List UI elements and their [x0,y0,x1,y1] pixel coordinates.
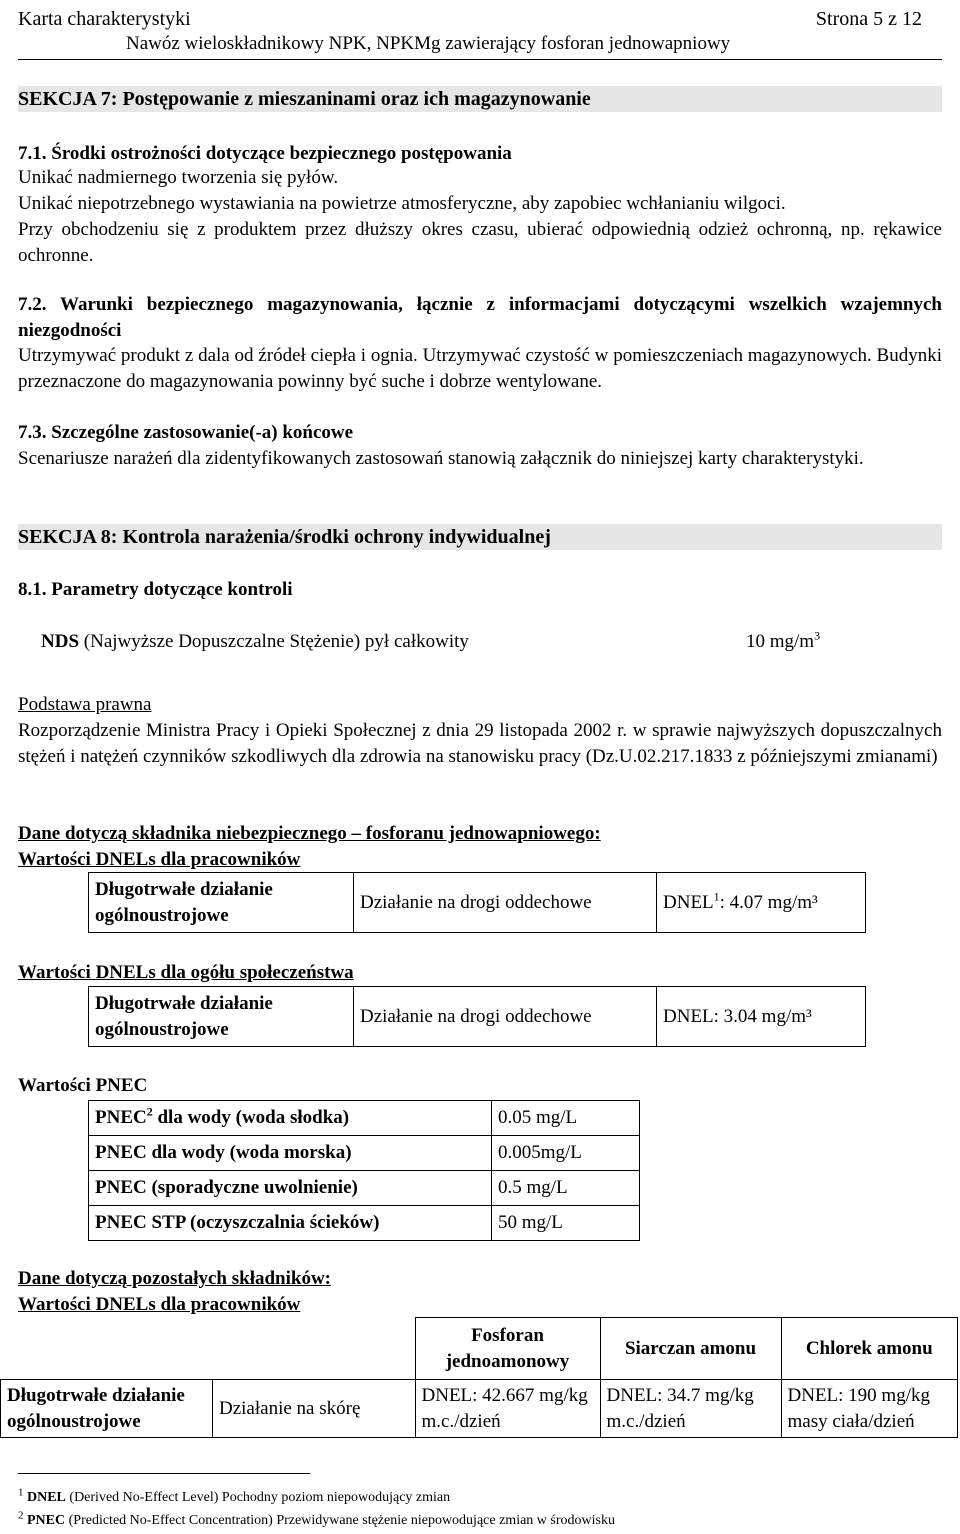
s71-line1: Unikać nadmiernego tworzenia się pyłów. [18,167,339,188]
s73-title: 7.3. Szczególne zastosowanie(-a) końcowe [18,422,354,443]
effect-cell: Długotrwałe działanie ogólnoustrojowe [89,987,354,1047]
legal-basis-text: Rozporządzenie Ministra Pracy i Opieki Społecznej z dnia 29 listopada 2002 r. w sprawie najwyższych dopuszczalnych stężeń i natężeń czynników szkodliwych dla zdrowia na stanowisku pracy (Dz.U.02.217.1833 z późniejszymi zmianami) [18,720,942,767]
s71-line2: Unikać niepotrzebnego wystawiania na powietrze atmosferyczne, aby zapobiec wchłanianiu wilgoci. [18,193,786,214]
footnote-divider [18,1473,310,1474]
table-row [89,1101,640,1136]
table-row [89,1171,640,1206]
route-cell: Działanie na drogi oddechowe [354,873,657,933]
pnec-label-cell: PNEC dla wody (woda morska) [89,1136,492,1171]
nds-text: (Najwyższe Dopuszczalne Stężenie) pył całkowity [83,631,469,652]
other-workers-dnel-heading: Wartości DNELs dla pracowników [18,1294,301,1315]
page-number: Strona 5 z 12 [815,8,922,30]
table-row [1,1380,958,1438]
section-8-heading: SEKCJA 8: Kontrola narażenia/środki ochrony indywidualnej [18,526,551,548]
dnel-cell: DNEL: 3.04 mg/m³ [657,987,866,1047]
pnec-table [88,1100,640,1241]
value-cell-3: DNEL: 190 mg/kg masy ciała/dzień [781,1380,958,1438]
section-7-heading: SEKCJA 7: Postępowanie z mieszaninami oraz ich magazynowanie [18,88,591,110]
value-cell-2: DNEL: 34.7 mg/kg m.c./dzień [600,1380,781,1438]
pnec-value-cell: 0.005mg/L [492,1136,640,1171]
s72-text: Utrzymywać produkt z dala od źródeł ciepła i ognia. Utrzymywać czystość w pomieszczeniach magazynowych. Budynki przeznaczone do magazynowania powinny być suche i dobrze wentylowane. [18,345,942,392]
table-row [89,1206,640,1241]
col-header-3: Chlorek amonu [781,1318,958,1380]
dnel-cell: DNEL$^1$: 4.07 mg/m³ [657,873,866,933]
public-dnel-heading: Wartości DNELs dla ogółu społeczeństwa [18,962,354,983]
nds-value-sup: 3 [814,628,821,643]
col-header-2: Siarczan amonu [600,1318,781,1380]
footnote-2: $^2$ PNEC (Predicted No-Effect Concentration) Przewidywane stężenie niepowodujące zmian w środowisku [18,1509,615,1528]
header-divider [18,59,942,60]
pnec-label-cell: PNEC$^2$ dla wody (woda słodka) [89,1101,492,1136]
effect-cell: Długotrwałe działanie ogólnoustrojowe [89,873,354,933]
s81-title: 8.1. Parametry dotyczące kontroli [18,579,293,600]
table-row [89,1136,640,1171]
other-components-heading: Dane dotyczą pozostałych składników: [18,1268,331,1289]
route-cell: Działanie na drogi oddechowe [354,987,657,1047]
col-header-1: Fosforan jednoamonowy [415,1318,600,1380]
workers-dnel-heading: Wartości DNELs dla pracowników [18,849,301,870]
nds-abbr: NDS [41,631,80,652]
product-name: Nawóz wieloskładnikowy NPK, NPKMg zawierający fosforan jednowapniowy [126,33,731,54]
pnec-value-cell: 0.5 mg/L [492,1171,640,1206]
footnote-1: $^1$ DNEL (Derived No-Effect Level) Pochodny poziom niepowodujący zmian [18,1486,451,1505]
route-cell: Działanie na skórę [213,1380,416,1438]
s71-title: 7.1. Środki ostrożności dotyczące bezpiecznego postępowania [18,143,512,164]
hazard-component-heading: Dane dotyczą składnika niebezpiecznego – fosforanu jednowapniowego: [18,823,601,844]
pnec-label-cell: PNEC (sporadyczne uwolnienie) [89,1171,492,1206]
table-row [89,987,866,1047]
nds-row [41,629,469,655]
nds-value: 10 $mg/m^3$ [746,628,821,652]
pnec-value-cell: 50 mg/L [492,1206,640,1241]
s73-text: Scenariusze narażeń dla zidentyfikowanych zastosowań stanowią załącznik do niniejszej karty charakterystyki. [18,448,864,469]
table-row [89,873,866,933]
pnec-label-cell: PNEC STP (oczyszczalnia ścieków) [89,1206,492,1241]
other-components-table [0,1317,958,1438]
table-row [1,1318,958,1380]
legal-basis-label: Podstawa prawna [18,694,152,715]
s71-line3: Przy obchodzeniu się z produktem przez dłuższy okres czasu, ubierać odpowiednią odzież ochronną, np. rękawice ochronne. [18,219,942,266]
effect-cell: Długotrwałe działanie ogólnoustrojowe [1,1380,213,1438]
workers-dnel-table [88,872,866,933]
public-dnel-table [88,986,866,1047]
doc-title: Karta charakterystyki [18,8,191,30]
pnec-value-cell: 0.05 mg/L [492,1101,640,1136]
s72-title: 7.2. Warunki bezpiecznego magazynowania, łącznie z informacjami dotyczącymi wszelkich wzajemnych niezgodności [18,294,942,341]
pnec-heading: Wartości PNEC [18,1075,148,1096]
value-cell-1: DNEL: 42.667 mg/kg m.c./dzień [415,1380,600,1438]
